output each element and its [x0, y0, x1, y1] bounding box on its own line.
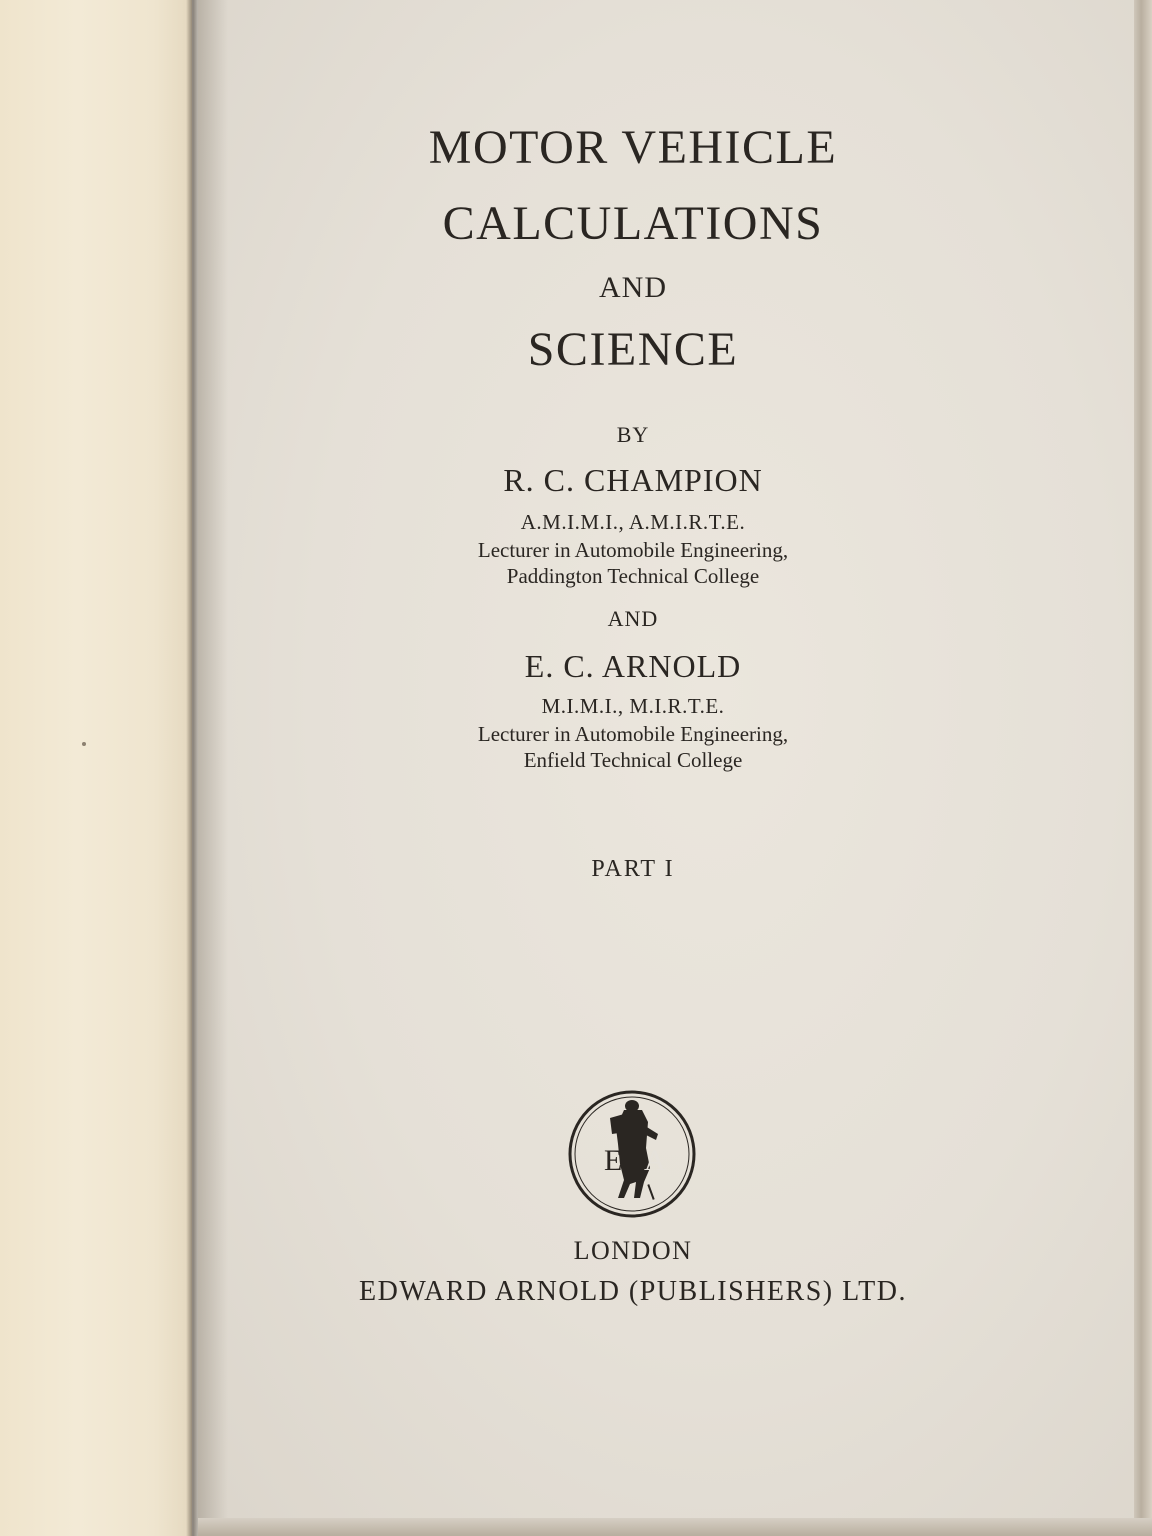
author-2-name: E. C. ARNOLD [524, 648, 742, 684]
emblem-letter-a: A [644, 1144, 666, 1177]
part-label: PART I [591, 856, 675, 882]
paper-speck [82, 742, 86, 746]
emblem-letter-e: E [604, 1144, 623, 1177]
by-label: BY [616, 422, 650, 447]
title-line-4: SCIENCE [527, 323, 739, 376]
author-2-role: Lecturer in Automobile Engineering, [477, 722, 789, 746]
between-authors: AND [607, 606, 659, 631]
author-1-name: R. C. CHAMPION [503, 462, 763, 498]
imprint-publisher: EDWARD ARNOLD (PUBLISHERS) LTD. [359, 1276, 907, 1307]
left-endpaper [0, 0, 192, 1536]
title-line-2: CALCULATIONS [442, 197, 824, 250]
imprint-city: LONDON [573, 1236, 693, 1265]
author-2-qualifications: M.I.M.I., M.I.R.T.E. [541, 694, 725, 718]
author-2-institution: Enfield Technical College [523, 748, 743, 772]
page-edge-right [1134, 0, 1152, 1536]
author-1-institution: Paddington Technical College [506, 564, 760, 588]
publisher-emblem-icon [566, 1088, 698, 1220]
title-line-3: AND [599, 271, 667, 304]
page-edge-bottom [198, 1518, 1152, 1536]
title-line-1: MOTOR VEHICLE [428, 121, 838, 174]
author-1-role: Lecturer in Automobile Engineering, [477, 538, 789, 562]
author-1-qualifications: A.M.I.M.I., A.M.I.R.T.E. [520, 510, 746, 534]
